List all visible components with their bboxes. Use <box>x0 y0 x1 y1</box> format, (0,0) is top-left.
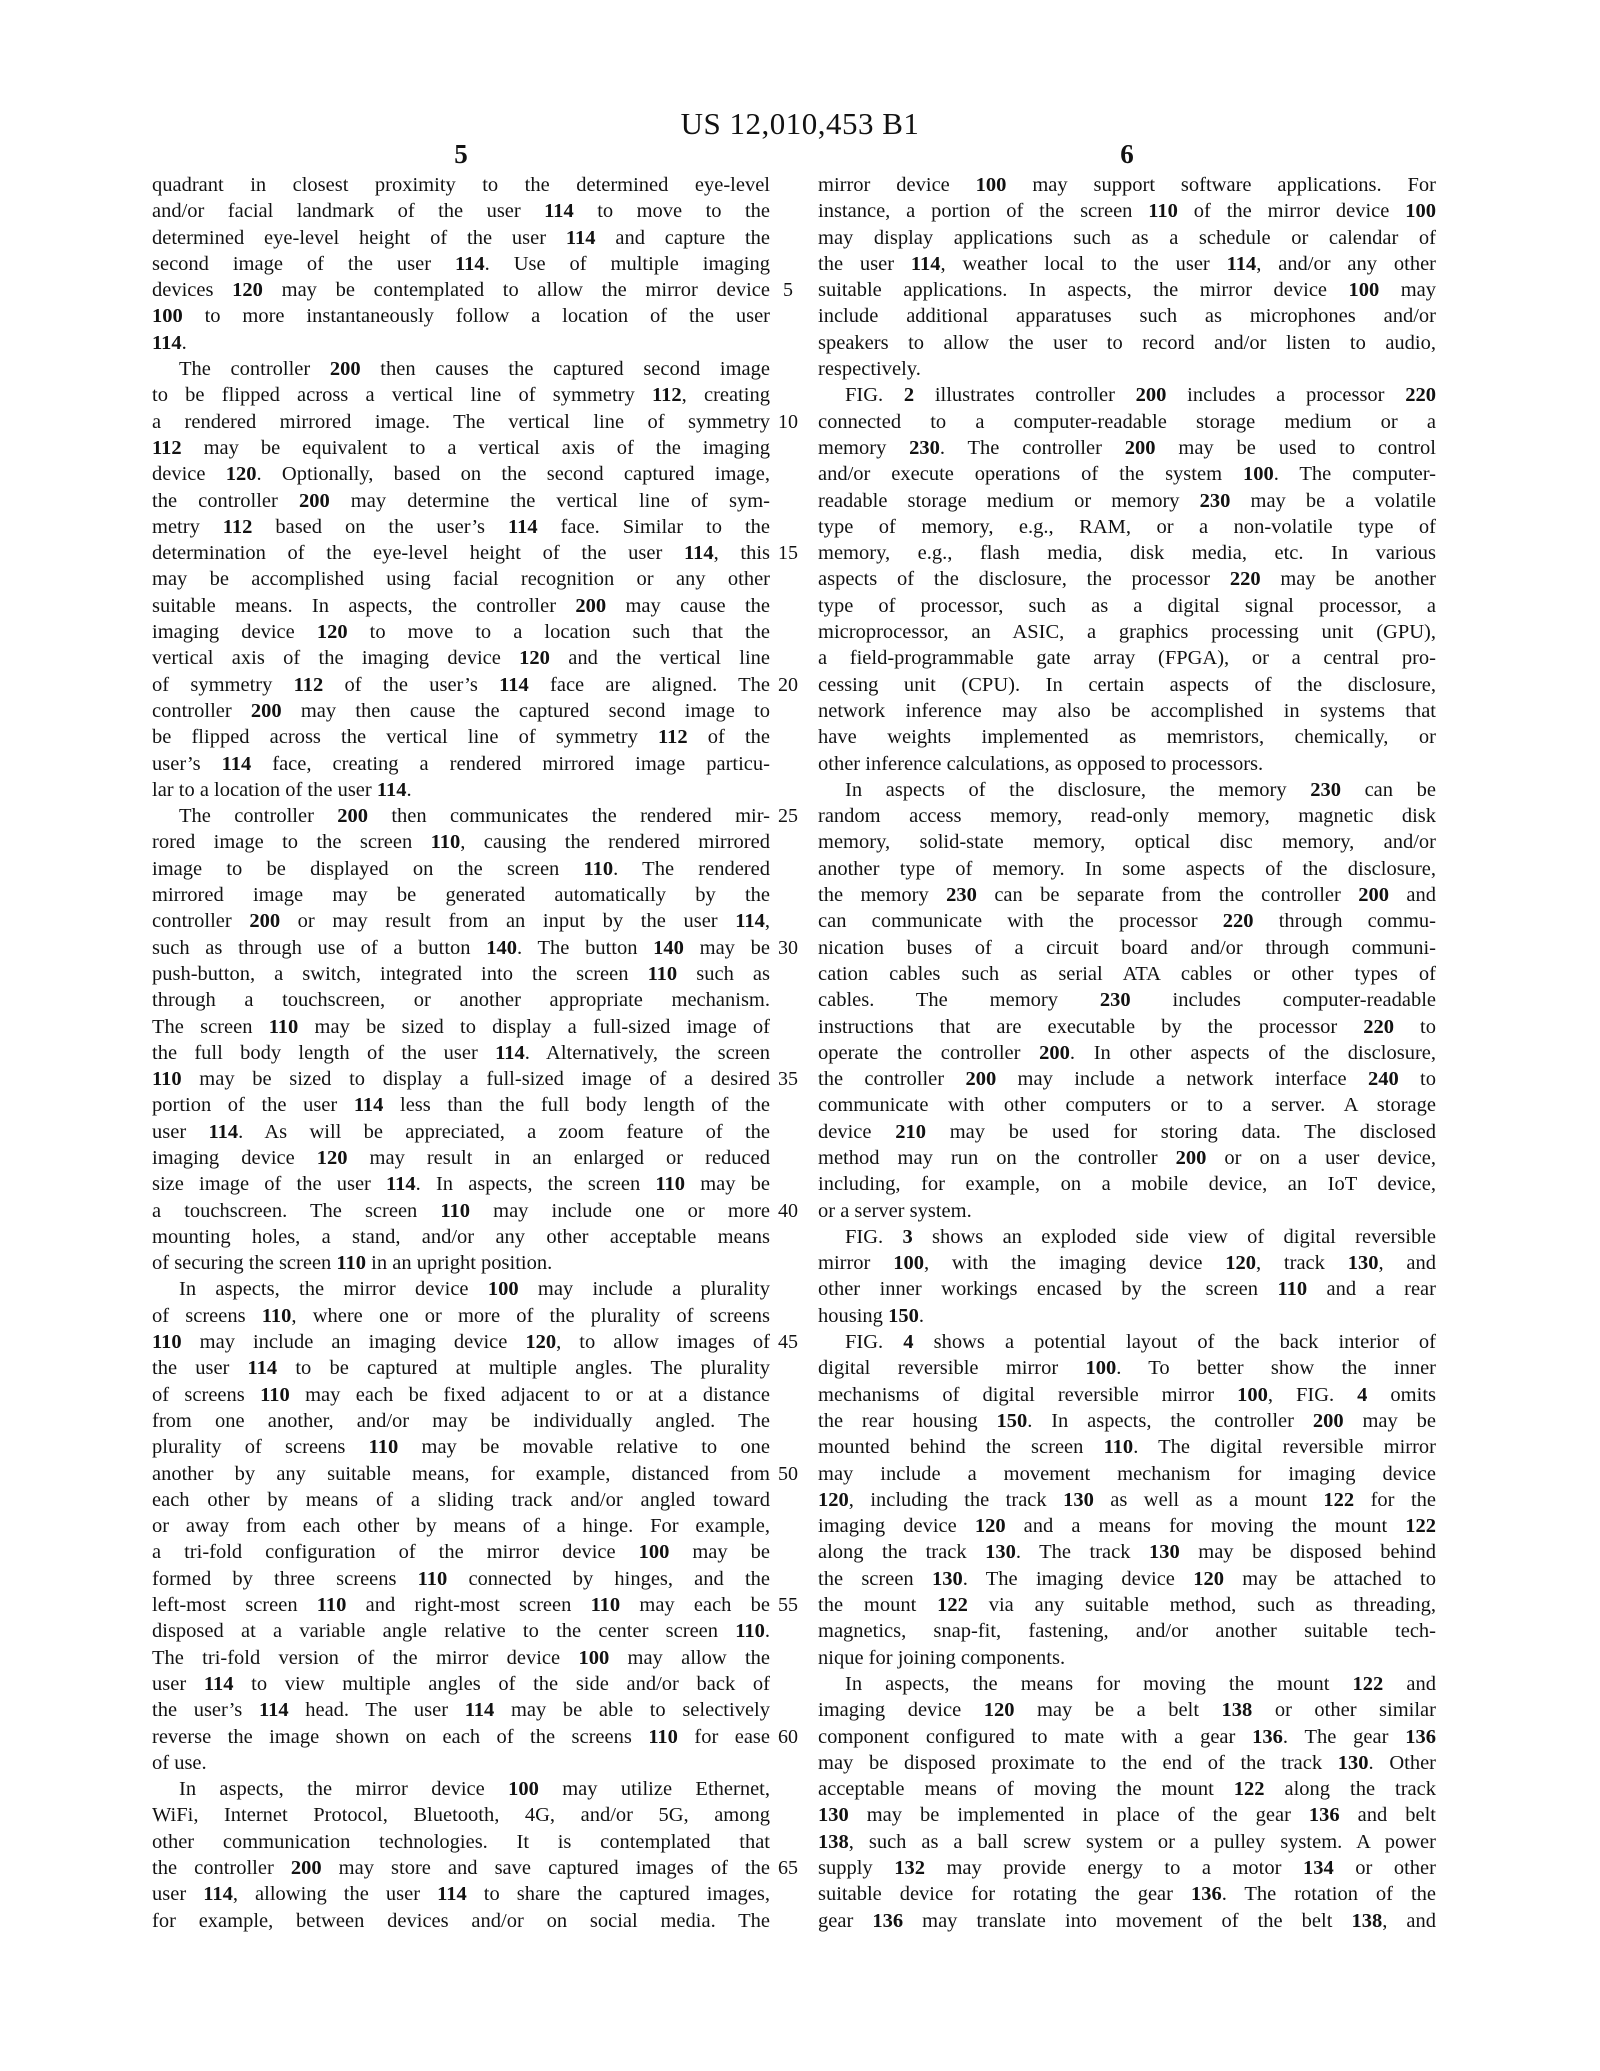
text-line: including, for example, on a mobile device, an IoT device, <box>818 1173 1436 1196</box>
reference-numeral: 114 <box>544 200 574 223</box>
reference-numeral: 100 <box>508 1778 539 1801</box>
reference-numeral: 100 <box>1242 463 1274 486</box>
text-line: lar to a location of the user 114. <box>152 778 412 801</box>
gutter-line-number: 50 <box>778 1462 798 1485</box>
text-line: each other by means of a sliding track and/or angled toward <box>152 1488 770 1511</box>
reference-numeral: 200 <box>337 805 368 828</box>
reference-numeral: 100 <box>893 1252 924 1275</box>
reference-numeral: 100 <box>1348 279 1380 302</box>
reference-numeral: 114 <box>910 252 941 275</box>
reference-numeral: 140 <box>486 936 518 959</box>
reference-numeral: 114 <box>464 1699 495 1722</box>
reference-numeral: 2 <box>903 384 915 407</box>
reference-numeral: 110 <box>336 1252 367 1275</box>
text-line: the screen 130. The imaging device 120 may be attached to <box>818 1567 1436 1590</box>
reference-numeral: 110 <box>583 857 614 880</box>
reference-numeral: 4 <box>1357 1383 1368 1406</box>
text-line: size image of the user 114. In aspects, the screen 110 may be <box>152 1173 770 1196</box>
reference-numeral: 136 <box>1252 1725 1283 1748</box>
reference-numeral: 100 <box>152 305 183 328</box>
text-line: reverse the image shown on each of the screens 110 for ease <box>152 1725 770 1748</box>
text-line: supply 132 may provide energy to a motor 134 or other <box>818 1857 1436 1879</box>
reference-numeral: 100 <box>1085 1357 1117 1380</box>
text-line: and/or facial landmark of the user 114 to move to the <box>152 200 771 223</box>
text-line: In aspects, the mirror device 100 may utilize Ethernet, <box>179 1778 770 1801</box>
text-line: 114. <box>152 331 187 354</box>
reference-numeral: 114 <box>203 1883 233 1906</box>
text-line: memory, solid-state memory, optical disc memory, and/or <box>818 831 1436 854</box>
reference-numeral: 114 <box>495 1041 525 1064</box>
reference-numeral: 110 <box>735 1620 765 1643</box>
reference-numeral: 200 <box>249 910 281 933</box>
text-line: of securing the screen 110 in an upright position. <box>152 1252 553 1275</box>
gutter-line-number: 20 <box>778 673 798 696</box>
text-line: 138, such as a ball screw system or a pulley system. A power <box>818 1830 1436 1853</box>
text-line: imaging device 120 may result in an enlarged or reduced <box>152 1146 770 1169</box>
reference-numeral: 114 <box>507 515 538 538</box>
right-column-text <box>818 172 1436 1934</box>
text-line: suitable device for rotating the gear 136. The rotation of the <box>818 1883 1436 1906</box>
text-line: connected to a computer-readable storage medium or a <box>818 410 1436 433</box>
reference-numeral: 122 <box>1352 1672 1384 1695</box>
reference-numeral: 138 <box>1351 1909 1383 1932</box>
text-line: cables. The memory 230 includes computer-readable <box>818 989 1436 1012</box>
reference-numeral: 130 <box>1149 1541 1180 1564</box>
text-line: determination of the eye-level height of the user 114, this <box>152 542 770 565</box>
reference-numeral: 130 <box>1347 1252 1379 1275</box>
gutter-line-number: 15 <box>778 542 798 565</box>
reference-numeral: 114 <box>221 752 252 775</box>
reference-numeral: 230 <box>946 884 977 907</box>
reference-numeral: 114 <box>565 226 596 249</box>
reference-numeral: 112 <box>652 384 682 407</box>
reference-numeral: 110 <box>152 1331 182 1354</box>
text-line: second image of the user 114. Use of multiple imaging <box>152 252 770 275</box>
text-line: user 114. As will be appreciated, a zoom feature of the <box>152 1120 770 1143</box>
patent-number-header: US 12,010,453 B1 <box>680 106 920 141</box>
reference-numeral: 136 <box>1190 1883 1222 1906</box>
reference-numeral: 136 <box>1405 1725 1436 1748</box>
reference-numeral: 140 <box>653 936 684 959</box>
text-line: rored image to the screen 110, causing the rendered mirrored <box>152 831 770 854</box>
text-line: 110 may include an imaging device 120, to allow images of <box>152 1331 770 1354</box>
reference-numeral: 110 <box>430 831 461 854</box>
text-line: 110 may be sized to display a full-sized image of a desired <box>152 1068 770 1091</box>
reference-numeral: 100 <box>975 174 1007 196</box>
gutter-line-number: 40 <box>778 1199 798 1222</box>
reference-numeral: 138 <box>1221 1699 1253 1722</box>
reference-numeral: 210 <box>895 1120 926 1143</box>
text-line: the controller 200 may determine the vertical line of sym- <box>152 489 771 512</box>
text-line: gear 136 may translate into movement of the belt 138, and <box>818 1909 1436 1932</box>
text-line: of symmetry 112 of the user’s 114 face are aligned. The <box>152 673 770 696</box>
text-line: devices 120 may be contemplated to allow the mirror device <box>152 279 770 302</box>
left-column-text <box>152 172 770 1934</box>
text-line: of use. <box>152 1751 207 1774</box>
reference-numeral: 150 <box>996 1409 1028 1432</box>
text-line: may be accomplished using facial recognition or any other <box>152 568 770 591</box>
gutter-line-number: 45 <box>778 1331 798 1354</box>
reference-numeral: 120 <box>1193 1567 1224 1590</box>
text-line: network inference may also be accomplished in systems that <box>818 699 1436 722</box>
text-line: housing 150. <box>818 1304 924 1327</box>
text-line: a rendered mirrored image. The vertical line of symmetry <box>152 410 770 433</box>
reference-numeral: 114 <box>152 331 182 354</box>
reference-numeral: 120 <box>983 1699 1015 1722</box>
text-line: may be disposed proximate to the end of the track 130. Other <box>818 1751 1436 1774</box>
text-line: memory 230. The controller 200 may be used to control <box>818 436 1436 459</box>
reference-numeral: 230 <box>1199 489 1231 512</box>
text-line: vertical axis of the imaging device 120 and the vertical line <box>152 647 770 670</box>
reference-numeral: 114 <box>203 1672 234 1695</box>
text-line: another by any suitable means, for example, distanced from <box>152 1462 770 1485</box>
text-line: the mount 122 via any suitable method, such as threading, <box>818 1594 1436 1617</box>
reference-numeral: 230 <box>1099 989 1131 1012</box>
text-line: In aspects, the mirror device 100 may include a plurality <box>179 1278 770 1301</box>
text-line: In aspects of the disclosure, the memory 230 can be <box>845 778 1436 801</box>
text-line: disposed at a variable angle relative to the center screen 110. <box>152 1620 770 1643</box>
text-line: device 210 may be used for storing data. The disclosed <box>818 1120 1436 1143</box>
text-line: left-most screen 110 and right-most screen 110 may each be <box>152 1594 770 1617</box>
reference-numeral: 120 <box>818 1488 849 1511</box>
text-line: type of memory, e.g., RAM, or a non-volatile type of <box>818 515 1436 538</box>
text-line: nication buses of a circuit board and/or through communi- <box>818 936 1436 959</box>
reference-numeral: 136 <box>1308 1804 1340 1827</box>
reference-numeral: 200 <box>965 1068 997 1091</box>
reference-numeral: 114 <box>1226 252 1257 275</box>
text-line: type of processor, such as a digital signal processor, a <box>818 594 1436 617</box>
reference-numeral: 120 <box>316 621 348 644</box>
text-line: user 114 to view multiple angles of the side and/or back of <box>152 1672 771 1695</box>
reference-numeral: 120 <box>316 1146 348 1169</box>
text-line: other communication technologies. It is contemplated that <box>152 1830 770 1853</box>
text-line: component configured to mate with a gear 136. The gear 136 <box>818 1725 1436 1748</box>
text-line: a field-programmable gate array (FPGA), or a central pro- <box>818 647 1436 670</box>
text-line: image to be displayed on the screen 110. The rendered <box>152 857 770 880</box>
reference-numeral: 122 <box>1405 1515 1436 1538</box>
text-line: suitable applications. In aspects, the mirror device 100 may <box>818 279 1436 302</box>
text-line: 130 may be implemented in place of the gear 136 and belt <box>818 1804 1436 1827</box>
reference-numeral: 230 <box>909 436 940 459</box>
text-line: The controller 200 then communicates the rendered mir- <box>179 805 770 828</box>
text-line: the controller 200 may store and save captured images of the <box>152 1857 770 1879</box>
text-line: may display applications such as a schedule or calendar of <box>818 226 1436 249</box>
text-line: formed by three screens 110 connected by hinges, and the <box>152 1567 770 1590</box>
text-line: speakers to allow the user to record and/or listen to audio, <box>818 331 1436 354</box>
column-number-left: 5 <box>454 139 468 169</box>
reference-numeral: 120 <box>225 463 257 486</box>
text-line: cessing unit (CPU). In certain aspects of the disclosure, <box>818 673 1436 696</box>
text-line: the user 114 to be captured at multiple angles. The plurality <box>152 1357 770 1380</box>
reference-numeral: 114 <box>353 1094 384 1117</box>
reference-numeral: 200 <box>1124 436 1156 459</box>
reference-numeral: 114 <box>455 252 485 275</box>
column-number-right: 6 <box>1120 139 1134 169</box>
text-line: cation cables such as serial ATA cables or other types of <box>818 962 1436 985</box>
reference-numeral: 150 <box>888 1304 919 1327</box>
reference-numeral: 110 <box>590 1594 621 1617</box>
text-line: from one another, and/or may be individually angled. The <box>152 1409 770 1432</box>
text-line: user 114, allowing the user 114 to share the captured images, <box>152 1883 770 1906</box>
reference-numeral: 4 <box>903 1331 914 1354</box>
text-line: 112 may be equivalent to a vertical axis of the imaging <box>152 436 770 459</box>
reference-numeral: 100 <box>487 1278 519 1301</box>
reference-numeral: 110 <box>260 1383 290 1406</box>
text-line: or a server system. <box>818 1199 972 1222</box>
text-line: of screens 110, where one or more of the plurality of screens <box>152 1304 770 1327</box>
reference-numeral: 130 <box>1063 1488 1094 1511</box>
text-line: device 120. Optionally, based on the second captured image, <box>152 463 770 486</box>
reference-numeral: 220 <box>1229 568 1261 591</box>
text-line: metry 112 based on the user’s 114 face. Similar to the <box>152 515 770 538</box>
text-line: acceptable means of moving the mount 122 along the track <box>818 1778 1436 1801</box>
reference-numeral: 110 <box>1103 1436 1134 1459</box>
text-line: the controller 200 may include a network interface 240 to <box>818 1068 1436 1091</box>
text-line: digital reversible mirror 100. To better show the inner <box>818 1357 1436 1380</box>
reference-numeral: 110 <box>1148 200 1178 223</box>
gutter-line-number: 10 <box>778 410 798 433</box>
text-line: The screen 110 may be sized to display a full-sized image of <box>152 1015 770 1038</box>
reference-numeral: 110 <box>417 1567 448 1590</box>
gutter-line-number: 35 <box>778 1068 798 1091</box>
reference-numeral: 114 <box>735 910 765 933</box>
reference-numeral: 114 <box>258 1699 289 1722</box>
text-line: method may run on the controller 200 or on a user device, <box>818 1146 1436 1169</box>
text-line: nique for joining components. <box>818 1646 1066 1669</box>
text-line: operate the controller 200. In other aspects of the disclosure, <box>818 1041 1436 1064</box>
reference-numeral: 220 <box>1222 910 1254 933</box>
reference-numeral: 200 <box>329 358 361 381</box>
reference-numeral: 200 <box>298 489 330 512</box>
reference-numeral: 112 <box>657 726 688 749</box>
text-line: the memory 230 can be separate from the controller 200 and <box>818 884 1436 907</box>
reference-numeral: 110 <box>261 1304 292 1327</box>
reference-numeral: 110 <box>316 1594 347 1617</box>
text-line: other inference calculations, as opposed to processors. <box>818 752 1264 775</box>
reference-numeral: 200 <box>290 1857 322 1879</box>
text-line: mounted behind the screen 110. The digital reversible mirror <box>818 1436 1437 1459</box>
text-line: the rear housing 150. In aspects, the controller 200 may be <box>818 1409 1436 1432</box>
text-line: include additional apparatuses such as microphones and/or <box>818 305 1436 328</box>
text-line: suitable means. In aspects, the controller 200 may cause the <box>152 594 770 617</box>
reference-numeral: 138 <box>818 1830 849 1853</box>
text-line: the user 114, weather local to the user 114, and/or any other <box>818 252 1436 275</box>
reference-numeral: 122 <box>1233 1778 1265 1801</box>
text-line: imaging device 120 and a means for moving the mount 122 <box>818 1515 1436 1538</box>
reference-numeral: 114 <box>208 1120 239 1143</box>
text-line: random access memory, read-only memory, magnetic disk <box>818 805 1436 828</box>
text-line: mechanisms of digital reversible mirror 100, FIG. 4 omits <box>818 1383 1436 1406</box>
reference-numeral: 100 <box>638 1541 670 1564</box>
reference-numeral: 200 <box>1039 1041 1070 1064</box>
reference-numeral: 230 <box>1310 778 1341 801</box>
reference-numeral: 130 <box>818 1804 849 1827</box>
reference-numeral: 220 <box>1363 1015 1395 1038</box>
reference-numeral: 120 <box>1225 1252 1256 1275</box>
text-line: quadrant in closest proximity to the determined eye-level <box>152 174 770 196</box>
reference-numeral: 100 <box>1405 200 1436 223</box>
reference-numeral: 110 <box>152 1068 182 1091</box>
text-line: through a touchscreen, or another appropriate mechanism. <box>152 989 770 1012</box>
reference-numeral: 122 <box>1323 1488 1355 1511</box>
text-line: magnetics, snap-fit, fastening, and/or another suitable tech- <box>818 1620 1436 1643</box>
reference-numeral: 120 <box>232 279 263 302</box>
reference-numeral: 114 <box>376 778 407 801</box>
reference-numeral: 112 <box>293 673 324 696</box>
reference-numeral: 114 <box>386 1173 416 1196</box>
reference-numeral: 110 <box>368 1436 399 1459</box>
text-line: of screens 110 may each be fixed adjacent to or at a distance <box>152 1383 770 1406</box>
reference-numeral: 110 <box>655 1173 686 1196</box>
text-line: mirror 100, with the imaging device 120, track 130, and <box>818 1252 1436 1275</box>
text-line: a tri-fold configuration of the mirror device 100 may be <box>152 1541 770 1564</box>
reference-numeral: 110 <box>648 1725 678 1748</box>
text-line: readable storage medium or memory 230 may be a volatile <box>818 489 1436 512</box>
reference-numeral: 110 <box>268 1015 299 1038</box>
text-line: The tri-fold version of the mirror device 100 may allow the <box>152 1646 770 1669</box>
reference-numeral: 132 <box>894 1857 925 1879</box>
reference-numeral: 120 <box>974 1515 1006 1538</box>
text-line: plurality of screens 110 may be movable relative to one <box>152 1436 770 1459</box>
reference-numeral: 114 <box>683 542 714 565</box>
text-line: mirror device 100 may support software applications. For <box>818 174 1436 196</box>
text-line: FIG. 2 illustrates controller 200 includes a processor 220 <box>845 384 1436 407</box>
reference-numeral: 100 <box>1237 1383 1268 1406</box>
text-line: portion of the user 114 less than the full body length of the <box>152 1094 770 1117</box>
text-line: communicate with other computers or to a server. A storage <box>818 1094 1436 1117</box>
text-line: microprocessor, an ASIC, a graphics processing unit (GPU), <box>818 621 1436 644</box>
text-line: 100 to more instantaneously follow a location of the user <box>152 305 770 328</box>
text-line: instructions that are executable by the processor 220 to <box>818 1015 1436 1038</box>
text-line: can communicate with the processor 220 through commu- <box>818 910 1436 933</box>
gutter-line-number: 5 <box>783 279 793 302</box>
text-line: be flipped across the vertical line of symmetry 112 of the <box>152 726 770 749</box>
gutter-line-number: 55 <box>778 1594 798 1617</box>
reference-numeral: 134 <box>1302 1857 1334 1879</box>
text-line: WiFi, Internet Protocol, Bluetooth, 4G, and/or 5G, among <box>152 1804 770 1827</box>
reference-numeral: 114 <box>499 673 529 696</box>
text-line: imaging device 120 to move to a location such that the <box>152 621 770 644</box>
text-line: push-button, a switch, integrated into the screen 110 such as <box>152 962 770 985</box>
text-line: instance, a portion of the screen 110 of the mirror device 100 <box>818 200 1436 223</box>
text-line: along the track 130. The track 130 may be disposed behind <box>818 1541 1436 1564</box>
text-line: user’s 114 face, creating a rendered mirrored image particu- <box>152 752 770 775</box>
gutter-line-number: 65 <box>778 1857 798 1880</box>
reference-numeral: 110 <box>440 1199 471 1222</box>
reference-numeral: 200 <box>1358 884 1389 907</box>
reference-numeral: 200 <box>575 594 607 617</box>
text-line: the full body length of the user 114. Alternatively, the screen <box>152 1041 771 1064</box>
gutter-line-number: 60 <box>778 1725 798 1748</box>
reference-numeral: 120 <box>519 647 550 670</box>
text-line: In aspects, the means for moving the mount 122 and <box>845 1672 1436 1695</box>
reference-numeral: 112 <box>152 436 182 459</box>
reference-numeral: 200 <box>1175 1146 1207 1169</box>
text-line: FIG. 4 shows a potential layout of the back interior of <box>845 1331 1436 1354</box>
text-line: such as through use of a button 140. The button 140 may be <box>152 936 770 959</box>
text-line: a touchscreen. The screen 110 may include one or more <box>152 1199 770 1222</box>
gutter-line-number: 30 <box>778 936 798 959</box>
reference-numeral: 200 <box>250 699 282 722</box>
reference-numeral: 220 <box>1405 384 1436 407</box>
reference-numeral: 130 <box>985 1541 1016 1564</box>
reference-numeral: 200 <box>1312 1409 1344 1432</box>
text-line: the user’s 114 head. The user 114 may be able to selectively <box>152 1699 770 1722</box>
text-line: or away from each other by means of a hinge. For example, <box>152 1515 770 1538</box>
text-line: for example, between devices and/or on social media. The <box>152 1909 770 1932</box>
reference-numeral: 3 <box>902 1225 913 1248</box>
text-line: may include a movement mechanism for imaging device <box>818 1462 1436 1485</box>
reference-numeral: 136 <box>872 1909 904 1932</box>
text-line: respectively. <box>818 358 921 381</box>
reference-numeral: 110 <box>647 962 678 985</box>
reference-numeral: 122 <box>937 1594 968 1617</box>
text-line: and/or execute operations of the system 100. The computer- <box>818 463 1436 486</box>
text-line: controller 200 may then cause the captured second image to <box>152 699 770 722</box>
reference-numeral: 130 <box>1337 1751 1369 1774</box>
reference-numeral: 110 <box>1277 1278 1308 1301</box>
reference-numeral: 240 <box>1367 1068 1399 1091</box>
text-line: mirrored image may be generated automatically by the <box>152 884 770 907</box>
reference-numeral: 112 <box>222 515 253 538</box>
reference-numeral: 120 <box>525 1331 557 1354</box>
text-line: another type of memory. In some aspects of the disclosure, <box>818 857 1436 880</box>
text-line: have weights implemented as memristors, chemically, or <box>818 726 1436 749</box>
text-line: memory, e.g., flash media, disk media, etc. In various <box>818 542 1436 565</box>
gutter-line-number: 25 <box>778 805 798 828</box>
text-line: 120, including the track 130 as well as a mount 122 for the <box>818 1488 1436 1511</box>
text-line: aspects of the disclosure, the processor 220 may be another <box>818 568 1436 591</box>
text-line: to be flipped across a vertical line of symmetry 112, creating <box>152 384 770 407</box>
text-line: FIG. 3 shows an exploded side view of digital reversible <box>845 1225 1436 1248</box>
text-line: The controller 200 then causes the captured second image <box>179 358 770 381</box>
reference-numeral: 130 <box>931 1567 963 1590</box>
reference-numeral: 114 <box>437 1883 467 1906</box>
text-line: mounting holes, a stand, and/or any other acceptable means <box>152 1225 770 1248</box>
text-line: determined eye-level height of the user 114 and capture the <box>152 226 770 249</box>
reference-numeral: 200 <box>1135 384 1167 407</box>
reference-numeral: 100 <box>578 1646 610 1669</box>
text-line: controller 200 or may result from an input by the user 114, <box>152 910 770 933</box>
text-line: imaging device 120 may be a belt 138 or other similar <box>818 1699 1436 1722</box>
reference-numeral: 114 <box>247 1357 278 1380</box>
text-line: other inner workings encased by the screen 110 and a rear <box>818 1278 1436 1301</box>
